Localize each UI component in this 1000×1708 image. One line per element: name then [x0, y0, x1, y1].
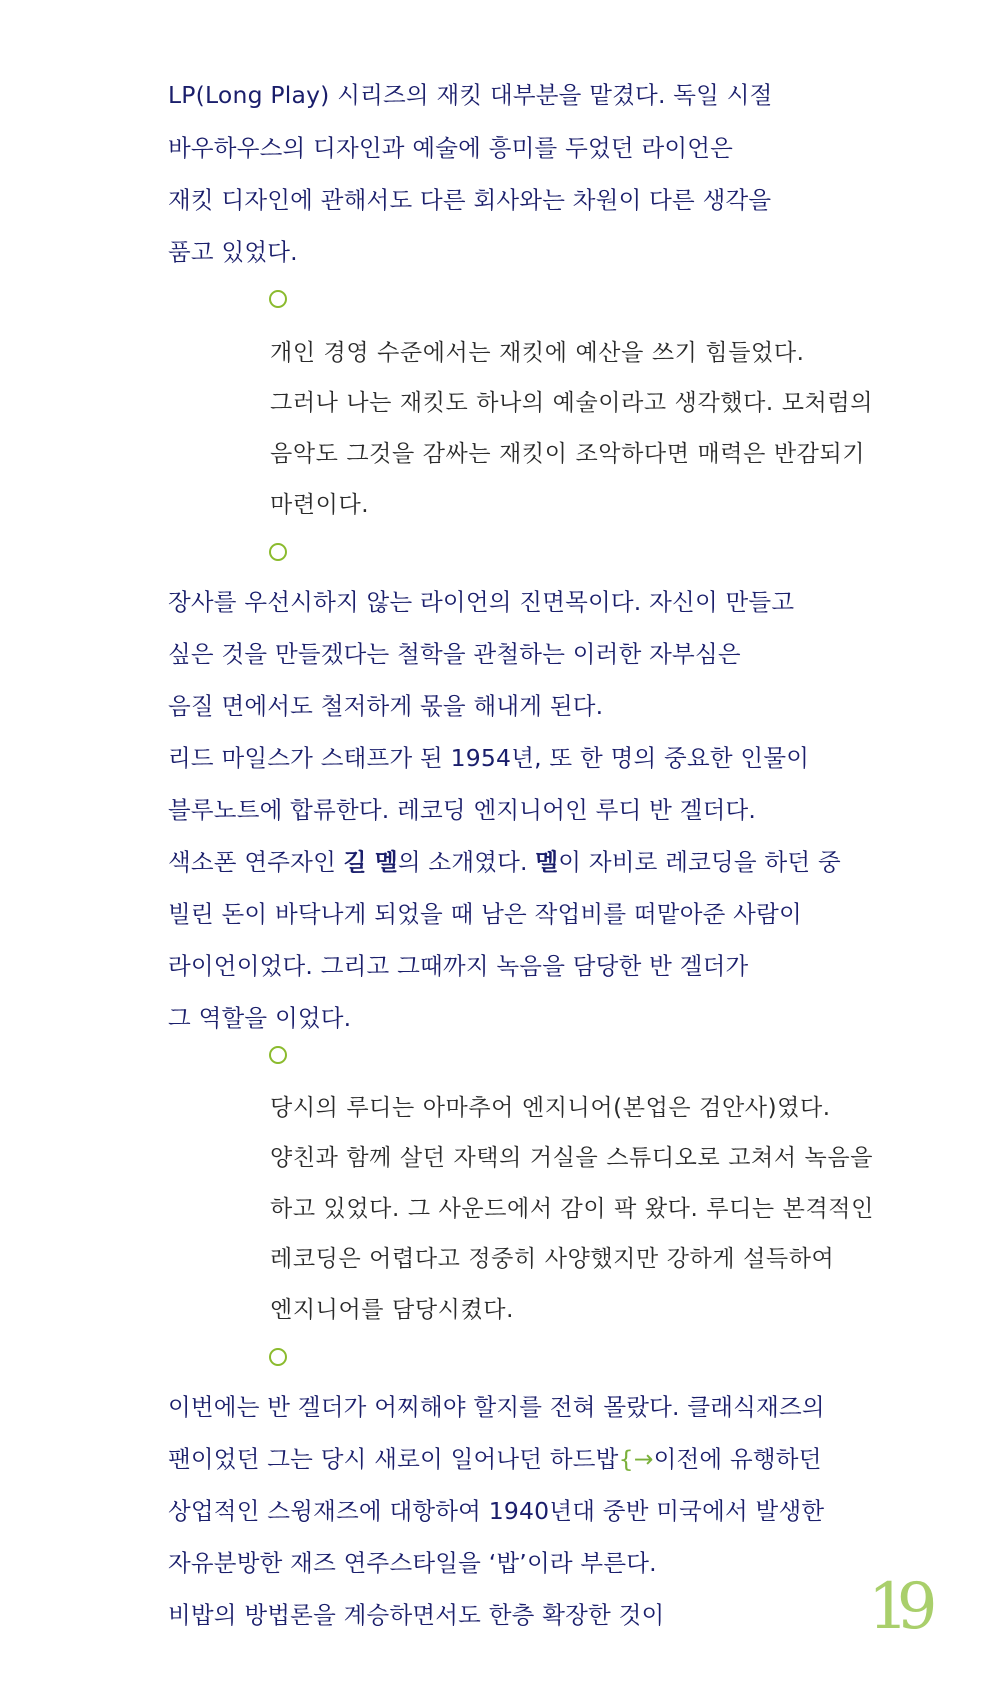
body-text-line: [168, 848, 841, 876]
quote-text-line: 당시의 루디는 아마추어 엔지니어(본업은 검안사)였다.: [270, 1095, 831, 1121]
body-text-line: 이번에는 반 겔더가 어찌해야 할지를 전혀 몰랐다. 클래식재즈의: [168, 1393, 825, 1421]
body-text-line: 자유분방한 재즈 연주스타일을 ‘밥’이라 부른다.: [168, 1549, 657, 1577]
quote-marker-ring-icon: [269, 543, 287, 561]
body-text-line: 싶은 것을 만들겠다는 철학을 관철하는 이러한 자부심은: [168, 640, 741, 668]
quote-text-line: 하고 있었다. 그 사운드에서 감이 팍 왔다. 루디는 본격적인: [270, 1196, 874, 1222]
body-text-line: 그 역할을 이었다.: [168, 1004, 352, 1032]
body-text-line: 상업적인 스윙재즈에 대항하여 1940년대 중반 미국에서 발생한: [168, 1497, 825, 1525]
quote-text-line: 마련이다.: [270, 492, 370, 518]
body-text-line: 재킷 디자인에 관해서도 다른 회사와는 차원이 다른 생각을: [168, 186, 772, 214]
emphasized-name: 멜: [535, 848, 559, 876]
body-text-line: 바우하우스의 디자인과 예술에 흥미를 두었던 라이언은: [168, 134, 734, 162]
body-text-line: [168, 1445, 822, 1473]
text-segment: 팬이었던 그는 당시 새로이 일어나던 하드밥: [168, 1445, 619, 1473]
text-segment: 이 자비로 레코딩을 하던 중: [558, 848, 841, 876]
quote-text-line: 개인 경영 수준에서는 재킷에 예산을 쓰기 힘들었다.: [270, 340, 805, 366]
quote-marker-ring-icon: [269, 1046, 287, 1064]
text-segment: 색소폰 연주자인: [168, 848, 344, 876]
quote-marker-ring-icon: [269, 1348, 287, 1366]
body-text-line: 빌린 돈이 바닥나게 되었을 때 남은 작업비를 떠맡아준 사람이: [168, 900, 802, 928]
body-text-line: 라이언이었다. 그리고 그때까지 녹음을 담당한 반 겔더가: [168, 952, 749, 980]
body-text-line: 비밥의 방법론을 계승하면서도 한층 확장한 것이: [168, 1601, 665, 1629]
quote-text-line: 음악도 그것을 감싸는 재킷이 조악하다면 매력은 반감되기: [270, 441, 866, 467]
body-text-line: 장사를 우선시하지 않는 라이언의 진면목이다. 자신이 만들고: [168, 588, 795, 616]
footnote-arrow-icon: {→: [618, 1445, 654, 1473]
quote-text-line: 양친과 함께 살던 자택의 거실을 스튜디오로 고쳐서 녹음을: [270, 1145, 874, 1171]
quote-marker-ring-icon: [269, 290, 287, 308]
page-number: 19: [868, 1570, 926, 1644]
body-text-line: 품고 있었다.: [168, 238, 298, 266]
body-text-line: LP(Long Play) 시리즈의 재킷 대부분을 맡겼다. 독일 시절: [168, 81, 773, 109]
body-text-line: 리드 마일스가 스태프가 된 1954년, 또 한 명의 중요한 인물이: [168, 744, 810, 772]
quote-text-line: 그러나 나는 재킷도 하나의 예술이라고 생각했다. 모처럼의: [270, 390, 874, 416]
text-segment: 이전에 유행하던: [653, 1445, 822, 1473]
quote-text-line: 레코딩은 어렵다고 정중히 사양했지만 강하게 설득하여: [270, 1246, 835, 1272]
emphasized-name: 길 멜: [343, 848, 398, 876]
text-segment: 의 소개였다.: [397, 848, 536, 876]
quote-text-line: 엔지니어를 담당시켰다.: [270, 1297, 515, 1323]
body-text-line: 블루노트에 합류한다. 레코딩 엔지니어인 루디 반 겔더다.: [168, 796, 757, 824]
body-text-line: 음질 면에서도 철저하게 몫을 해내게 된다.: [168, 692, 604, 720]
